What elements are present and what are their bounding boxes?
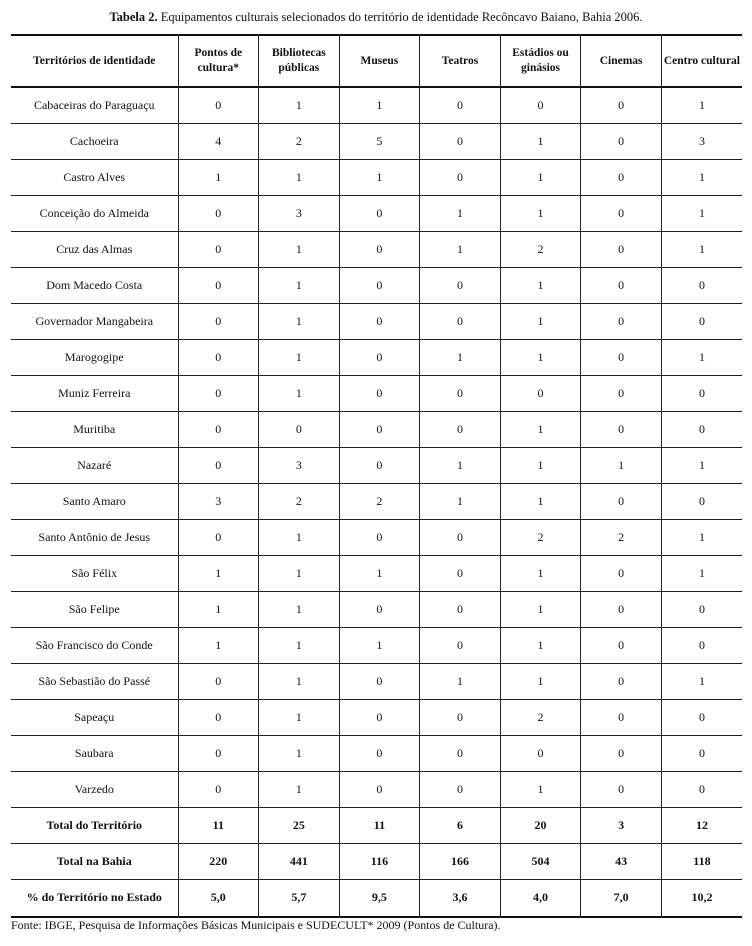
table-cell: 3	[259, 447, 340, 483]
table-cell: 9,5	[339, 879, 420, 917]
table-cell: 1	[500, 123, 581, 159]
table-cell: 0	[581, 375, 662, 411]
table-cell: 12	[661, 807, 742, 843]
table-cell: 0	[500, 735, 581, 771]
table-cell: 1	[259, 591, 340, 627]
table-cell: 1	[500, 663, 581, 699]
row-label: São Félix	[11, 555, 178, 591]
table-cell: 1	[661, 87, 742, 123]
table-cell: 20	[500, 807, 581, 843]
table-cell: 118	[661, 843, 742, 879]
table-cell: 1	[178, 555, 259, 591]
table-cell: 1	[259, 159, 340, 195]
table-cell: 0	[178, 411, 259, 447]
source-ibge: IBGE	[44, 918, 73, 932]
table-cell: 3	[581, 807, 662, 843]
table-cell: 0	[339, 663, 420, 699]
table-cell: 3	[259, 195, 340, 231]
row-label: Cruz das Almas	[11, 231, 178, 267]
table-cell: 1	[259, 231, 340, 267]
row-label: Total na Bahia	[11, 843, 178, 879]
source-prefix: Fonte:	[11, 918, 45, 932]
table-row	[11, 411, 742, 447]
table-header-row	[11, 35, 742, 87]
table-cell: 0	[178, 771, 259, 807]
table-cell: 1	[661, 339, 742, 375]
table-cell: 1	[420, 231, 501, 267]
source-suffix: * 2009 (Pontos de Cultura).	[367, 918, 501, 932]
table-cell: 1	[259, 663, 340, 699]
table-cell: 1	[420, 447, 501, 483]
table-cell: 1	[500, 303, 581, 339]
table-row	[11, 231, 742, 267]
table-cell: 2	[339, 483, 420, 519]
table-cell: 0	[420, 699, 501, 735]
table-cell: 1	[339, 555, 420, 591]
table-total-row	[11, 843, 742, 879]
table-cell: 0	[339, 591, 420, 627]
row-label: Conceição do Almeida	[11, 195, 178, 231]
table-row	[11, 447, 742, 483]
table-source-note	[11, 918, 501, 933]
table-row	[11, 303, 742, 339]
table-cell: 0	[420, 411, 501, 447]
table-cell: 1	[661, 555, 742, 591]
column-header: Cinemas	[581, 35, 662, 87]
cultural-equipment-table	[11, 34, 742, 918]
table-cell: 0	[581, 771, 662, 807]
table-cell: 1	[661, 447, 742, 483]
row-label: Total do Território	[11, 807, 178, 843]
table-cell: 0	[339, 771, 420, 807]
table-cell: 0	[339, 411, 420, 447]
table-cell: 1	[259, 771, 340, 807]
table-cell: 1	[500, 267, 581, 303]
table-cell: 1	[500, 339, 581, 375]
table-cell: 2	[259, 483, 340, 519]
table-cell: 0	[581, 123, 662, 159]
table-cell: 166	[420, 843, 501, 879]
table-row	[11, 627, 742, 663]
table-cell: 0	[420, 519, 501, 555]
table-cell: 1	[661, 231, 742, 267]
table-cell: 43	[581, 843, 662, 879]
column-header: Estádios ou ginásios	[500, 35, 581, 87]
row-label: Castro Alves	[11, 159, 178, 195]
table-row	[11, 483, 742, 519]
table-cell: 0	[339, 339, 420, 375]
column-header: Territórios de identidade	[11, 35, 178, 87]
table-cell: 1	[500, 411, 581, 447]
table-cell: 1	[500, 483, 581, 519]
row-label: Sapeaçu	[11, 699, 178, 735]
table-cell: 0	[178, 231, 259, 267]
table-cell: 1	[339, 87, 420, 123]
column-header: Pontos de cultura*	[178, 35, 259, 87]
row-label: Marogogipe	[11, 339, 178, 375]
table-row	[11, 735, 742, 771]
row-label: Santo Antônio de Jesus	[11, 519, 178, 555]
table-cell: 0	[339, 735, 420, 771]
table-cell: 0	[581, 735, 662, 771]
table-cell: 0	[339, 267, 420, 303]
table-cell: 0	[661, 411, 742, 447]
table-cell: 0	[420, 771, 501, 807]
table-cell: 0	[420, 87, 501, 123]
table-cell: 0	[661, 375, 742, 411]
table-cell: 0	[661, 591, 742, 627]
column-header: Centro cultural	[661, 35, 742, 87]
table-cell: 1	[420, 663, 501, 699]
table-cell: 1	[259, 339, 340, 375]
table-total-row	[11, 879, 742, 917]
table-cell: 1	[581, 447, 662, 483]
column-header: Bibliotecas públicas	[259, 35, 340, 87]
row-label: Muritiba	[11, 411, 178, 447]
column-header: Teatros	[420, 35, 501, 87]
table-cell: 0	[178, 87, 259, 123]
table-cell: 0	[581, 195, 662, 231]
table-cell: 1	[259, 375, 340, 411]
table-row	[11, 375, 742, 411]
table-cell: 220	[178, 843, 259, 879]
table-cell: 25	[259, 807, 340, 843]
row-label: Cachoeira	[11, 123, 178, 159]
table-body	[11, 87, 742, 917]
table-cell: 1	[259, 87, 340, 123]
table-cell: 0	[339, 231, 420, 267]
table-cell: 0	[581, 231, 662, 267]
row-label: Varzedo	[11, 771, 178, 807]
table-cell: 6	[420, 807, 501, 843]
table-cell: 0	[420, 375, 501, 411]
table-row	[11, 519, 742, 555]
table-row	[11, 339, 742, 375]
table-cell: 1	[420, 339, 501, 375]
table-cell: 2	[500, 231, 581, 267]
table-cell: 0	[178, 195, 259, 231]
table-cell: 0	[581, 303, 662, 339]
table-cell: 0	[339, 195, 420, 231]
table-cell: 3	[178, 483, 259, 519]
table-cell: 4,0	[500, 879, 581, 917]
row-label: São Francisco do Conde	[11, 627, 178, 663]
table-cell: 0	[420, 123, 501, 159]
table-row	[11, 663, 742, 699]
table-cell: 5,0	[178, 879, 259, 917]
table-cell: 0	[500, 375, 581, 411]
table-row	[11, 555, 742, 591]
source-sudecult: SUDECULT	[305, 918, 368, 932]
table-cell: 0	[178, 663, 259, 699]
table-cell: 1	[178, 591, 259, 627]
row-label: Nazaré	[11, 447, 178, 483]
table-cell: 0	[581, 699, 662, 735]
table-cell: 2	[500, 519, 581, 555]
row-label: Governador Mangabeira	[11, 303, 178, 339]
table-cell: 0	[178, 699, 259, 735]
table-row	[11, 591, 742, 627]
table-cell: 0	[420, 591, 501, 627]
table-cell: 1	[500, 159, 581, 195]
table-cell: 0	[661, 771, 742, 807]
table-cell: 0	[581, 627, 662, 663]
table-cell: 0	[661, 267, 742, 303]
table-cell: 0	[661, 627, 742, 663]
table-row	[11, 267, 742, 303]
table-cell: 0	[581, 411, 662, 447]
table-cell: 1	[500, 627, 581, 663]
table-cell: 0	[420, 735, 501, 771]
source-middle: , Pesquisa de Informações Básicas Municipais e	[72, 918, 306, 932]
table-cell: 1	[259, 267, 340, 303]
table-cell: 1	[259, 555, 340, 591]
table-cell: 0	[581, 591, 662, 627]
table-row	[11, 195, 742, 231]
table-cell: 1	[661, 195, 742, 231]
table-cell: 0	[661, 699, 742, 735]
table-cell: 0	[178, 375, 259, 411]
caption-text: Equipamentos culturais selecionados do território de identidade Recôncavo Baiano, Bahia 2006.	[157, 10, 643, 24]
table-row	[11, 159, 742, 195]
table-cell: 0	[661, 483, 742, 519]
table-cell: 1	[178, 159, 259, 195]
table-cell: 116	[339, 843, 420, 879]
table-cell: 1	[420, 195, 501, 231]
table-cell: 1	[500, 195, 581, 231]
table-row	[11, 123, 742, 159]
table-cell: 2	[259, 123, 340, 159]
table-cell: 0	[178, 447, 259, 483]
table-total-row	[11, 807, 742, 843]
table-cell: 0	[339, 375, 420, 411]
table-cell: 5,7	[259, 879, 340, 917]
table-cell: 1	[661, 663, 742, 699]
table-cell: 0	[420, 555, 501, 591]
table-cell: 0	[178, 519, 259, 555]
table-cell: 0	[661, 735, 742, 771]
table-cell: 0	[420, 627, 501, 663]
column-header: Museus	[339, 35, 420, 87]
table-cell: 1	[661, 159, 742, 195]
table-cell: 1	[259, 699, 340, 735]
table-cell: 0	[581, 663, 662, 699]
table-cell: 0	[581, 483, 662, 519]
table-cell: 1	[178, 627, 259, 663]
table-cell: 0	[420, 159, 501, 195]
table-cell: 0	[581, 159, 662, 195]
table-cell: 1	[500, 447, 581, 483]
table-cell: 0	[339, 519, 420, 555]
table-cell: 2	[500, 699, 581, 735]
table-cell: 3	[661, 123, 742, 159]
table-cell: 1	[339, 627, 420, 663]
table-row	[11, 699, 742, 735]
row-label: Saubara	[11, 735, 178, 771]
row-label: Santo Amaro	[11, 483, 178, 519]
table-cell: 1	[500, 555, 581, 591]
table-cell: 5	[339, 123, 420, 159]
table-cell: 11	[178, 807, 259, 843]
table-cell: 1	[259, 519, 340, 555]
table-cell: 0	[581, 87, 662, 123]
table-cell: 0	[339, 699, 420, 735]
table-cell: 0	[178, 735, 259, 771]
table-cell: 504	[500, 843, 581, 879]
table-cell: 0	[661, 303, 742, 339]
table-row	[11, 771, 742, 807]
row-label: São Sebastião do Passé	[11, 663, 178, 699]
table-cell: 1	[661, 519, 742, 555]
table-cell: 2	[581, 519, 662, 555]
table-cell: 0	[178, 267, 259, 303]
table-cell: 441	[259, 843, 340, 879]
row-label: % do Território no Estado	[11, 879, 178, 917]
table-cell: 11	[339, 807, 420, 843]
table-cell: 3,6	[420, 879, 501, 917]
row-label: Dom Macedo Costa	[11, 267, 178, 303]
table-cell: 0	[259, 411, 340, 447]
table-cell: 0	[420, 303, 501, 339]
caption-label: Tabela 2.	[109, 10, 158, 24]
table-cell: 1	[420, 483, 501, 519]
table-cell: 0	[581, 555, 662, 591]
table-cell: 0	[178, 303, 259, 339]
table-cell: 1	[500, 771, 581, 807]
table-cell: 1	[259, 303, 340, 339]
table-cell: 0	[581, 267, 662, 303]
row-label: Muniz Ferreira	[11, 375, 178, 411]
table-cell: 0	[178, 339, 259, 375]
row-label: São Felipe	[11, 591, 178, 627]
table-cell: 10,2	[661, 879, 742, 917]
table-cell: 1	[339, 159, 420, 195]
table-cell: 1	[259, 735, 340, 771]
row-label: Cabaceiras do Paraguaçu	[11, 87, 178, 123]
table-cell: 1	[259, 627, 340, 663]
table-caption	[0, 10, 752, 25]
table-cell: 1	[500, 591, 581, 627]
table-cell: 0	[339, 303, 420, 339]
table-cell: 0	[420, 267, 501, 303]
table-cell: 0	[339, 447, 420, 483]
table-row	[11, 87, 742, 123]
table-cell: 0	[581, 339, 662, 375]
table-cell: 7,0	[581, 879, 662, 917]
table-cell: 0	[500, 87, 581, 123]
table-cell: 4	[178, 123, 259, 159]
